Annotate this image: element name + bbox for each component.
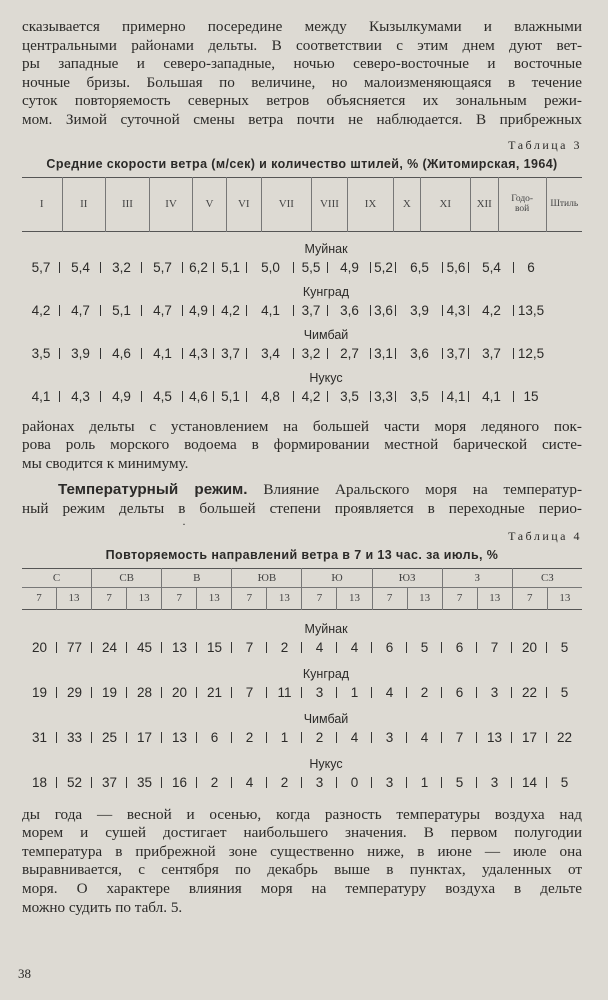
table4-cell: 52 [57, 775, 92, 790]
table3-cell: 5,1 [101, 303, 142, 318]
text-line: суток повторяемость северных ветров объясняется их зональным режи- [22, 92, 582, 110]
table4-hour-header: 7 [232, 587, 267, 609]
table4-direction-header: З [442, 568, 512, 587]
table4-cell: 11 [267, 685, 302, 700]
table4-cell: 6 [442, 685, 477, 700]
table4-cell: 29 [57, 685, 92, 700]
table4-direction-header: ЮВ [232, 568, 302, 587]
table3-cell: 12,5 [517, 345, 545, 361]
text-fragment: Влияние Аральского моря на температур- [247, 481, 583, 499]
table4-cell: 7 [232, 640, 267, 655]
table3-cell: 5,4 [60, 260, 101, 275]
table4-hour-header: 7 [512, 587, 547, 609]
table4-row [22, 775, 582, 790]
table4-cell: 7 [477, 640, 512, 655]
table4-hour-header: 13 [407, 587, 442, 609]
text-line: ды года — весной и осенью, когда разность температуры воздуха над [22, 805, 582, 823]
table3-cell: 4,2 [469, 303, 514, 318]
table3-station-name: Муйнак [304, 241, 348, 256]
table4-cell: 13 [162, 730, 197, 745]
text-line: температура в прибрежной зоне существенно ниже, в июне — июле она [22, 842, 582, 860]
table4-cell: 1 [267, 730, 302, 745]
table4-hour-header: 7 [372, 587, 407, 609]
table4-cell: 4 [337, 640, 372, 655]
table4-cell: 4 [232, 775, 267, 790]
table3-cell: 4,1 [247, 303, 294, 318]
table3-cell: 4,2 [22, 303, 60, 318]
table3-cell: 5,2 [371, 260, 396, 275]
table3-col-header: XII [470, 177, 498, 231]
table4-cell: 3 [477, 685, 512, 700]
table3-cell: 3,6 [396, 346, 443, 361]
table3-col-header: III [106, 177, 150, 231]
table4-hour-header: 7 [92, 587, 127, 609]
table4-cell: 6 [372, 640, 407, 655]
table4-cell: 20 [512, 640, 547, 655]
table4-cell: 0 [337, 775, 372, 790]
table4-cell: 22 [556, 729, 573, 745]
table4-cell: 2 [302, 730, 337, 745]
table4-hour-header: 13 [267, 587, 302, 609]
table4-cell: 28 [127, 685, 162, 700]
text-line: мом. Зимой суточной смены ветра почти не наблюдается. В прибрежных [22, 110, 582, 128]
table4-cell: 5 [560, 639, 569, 655]
table4-cell: 31 [22, 730, 57, 745]
table3-cell: 4,3 [443, 303, 469, 318]
text-line: районах дельты с установлением на большей части моря ледяного пок- [22, 417, 582, 435]
table4-cell: 37 [92, 775, 127, 790]
table4-cell: 5 [560, 684, 569, 700]
table4-cell: 4 [302, 640, 337, 655]
table4-station-name: Нукус [309, 756, 343, 771]
table4-hour-header: 13 [477, 587, 512, 609]
table3-cell: 4,1 [22, 389, 60, 404]
table4-cell: 20 [162, 685, 197, 700]
table3-cell: 3,7 [214, 346, 247, 361]
table4-direction-header: СВ [92, 568, 162, 587]
table4-cell: 5 [407, 640, 442, 655]
text-line: центральными районами дельты. В соответствии с этим днем дуют вет- [22, 36, 582, 54]
table4-cell: 6 [197, 730, 232, 745]
intro-paragraph [22, 18, 582, 130]
ending-paragraph [22, 806, 582, 918]
table3-col-header: VI [226, 177, 261, 231]
table3-cell: 3,6 [328, 303, 371, 318]
table4-cell: 5 [560, 774, 569, 790]
table4-cell: 5 [442, 775, 477, 790]
table3-body [22, 242, 582, 404]
table3-col-header: VIII [311, 177, 347, 231]
table3-cell: 3,7 [469, 346, 514, 361]
table3-header [22, 177, 582, 232]
table3-cell: 6 [527, 259, 535, 275]
table3-cell: 3,1 [371, 346, 396, 361]
table3-cell: 3,9 [60, 346, 101, 361]
table3-cell: 5,6 [443, 260, 469, 275]
table4-cell: 14 [512, 775, 547, 790]
table3-cell: 4,6 [183, 389, 214, 404]
table4-hour-header: 7 [442, 587, 477, 609]
table3-cell: 3,6 [371, 303, 396, 318]
table4-cell: 24 [92, 640, 127, 655]
table3-cell: 4,8 [247, 389, 294, 404]
table3-cell: 4,3 [183, 346, 214, 361]
table3-cell: 2,7 [328, 346, 371, 361]
table3-col-header: Годо- вой [498, 177, 546, 231]
table4-cell: 33 [57, 730, 92, 745]
table4-cell: 1 [407, 775, 442, 790]
table4-cell: 4 [372, 685, 407, 700]
table4-cell: 19 [22, 685, 57, 700]
table3-cell: 4,7 [60, 303, 101, 318]
table4-cell: 13 [477, 730, 512, 745]
table3-cell: 5,7 [142, 260, 183, 275]
table3-station-name: Кунград [302, 284, 350, 299]
table4-title: Повторяемость направлений ветра в 7 и 13 час. за июль, % [105, 547, 499, 562]
table3-row [22, 346, 582, 361]
table3-label: Таблица 3 [508, 137, 582, 152]
table3-cell: 3,4 [247, 346, 294, 361]
table3-title: Средние скорости ветра (м/сек) и количество штилей, % (Житомирская, 1964) [46, 156, 558, 171]
table4-hour-header: 7 [302, 587, 337, 609]
table3-cell: 3,5 [22, 346, 60, 361]
table3-cell: 5,7 [22, 260, 60, 275]
table4-cell: 17 [127, 730, 162, 745]
table4-cell: 7 [442, 730, 477, 745]
table4-cell: 15 [197, 640, 232, 655]
table3-cell: 3,7 [294, 303, 328, 318]
table3-cell: 4,9 [183, 303, 214, 318]
table3-cell: 4,2 [294, 389, 328, 404]
table3-cell: 4,2 [214, 303, 247, 318]
table3-cell: 4,1 [469, 389, 514, 404]
table3-col-header: II [62, 177, 106, 231]
table4-cell: 17 [512, 730, 547, 745]
table3-cell: 6,2 [183, 260, 214, 275]
table4-row [22, 640, 582, 655]
table3-cell: 3,5 [396, 389, 443, 404]
table4-cell: 35 [127, 775, 162, 790]
table4-cell: 4 [407, 730, 442, 745]
middle-paragraph [22, 418, 582, 474]
table4-cell: 18 [22, 775, 57, 790]
table4-cell: 77 [57, 640, 92, 655]
table4-cell: 25 [92, 730, 127, 745]
text-line: ный режим дельты в большей степени проявляется в переходные перио- [22, 499, 582, 517]
table4-cell: 3 [302, 685, 337, 700]
table3-cell: 3,7 [443, 346, 469, 361]
table4-direction-header: Ю [302, 568, 372, 587]
table4-row [22, 730, 582, 745]
table4-direction-header: В [162, 568, 232, 587]
table4-header [22, 568, 582, 610]
table3-col-header: I [39, 198, 44, 211]
table4-cell: 13 [162, 640, 197, 655]
table3-col-header: VII [261, 177, 311, 231]
table4-cell: 19 [92, 685, 127, 700]
table4-direction-header: ЮЗ [372, 568, 442, 587]
table3-cell: 15 [523, 388, 539, 404]
table3-cell: 5,0 [247, 260, 294, 275]
table3-cell: 4,9 [101, 389, 142, 404]
section-heading: Температурный режим. [58, 481, 248, 499]
table4-cell: 22 [512, 685, 547, 700]
table4-hour-header: 13 [56, 587, 91, 609]
table3-row [22, 303, 582, 318]
table4-cell: 4 [337, 730, 372, 745]
table3-cell: 13,5 [517, 302, 545, 318]
table4-cell: 3 [372, 730, 407, 745]
table3-station-name: Нукус [309, 370, 343, 385]
table3-cell: 3,2 [101, 260, 142, 275]
table4-cell: 2 [267, 640, 302, 655]
text-line: мы сводится к минимуму. [22, 454, 189, 472]
table4-station-name: Кунград [302, 666, 350, 681]
table4-hour-header: 13 [337, 587, 372, 609]
table4-hour-header: 13 [197, 587, 232, 609]
table4-label: Таблица 4 [508, 528, 582, 543]
table3-cell: 5,4 [469, 260, 514, 275]
table3-station-name: Чимбай [303, 327, 349, 342]
table3-cell: 3,3 [371, 389, 396, 404]
table4-body [22, 622, 582, 790]
table3-cell: 4,7 [142, 303, 183, 318]
text-line: моря. О характере влияния моря на температуру воздуха в дельте [22, 879, 582, 897]
temperature-paragraph [22, 481, 582, 518]
table3-cell: 4,1 [443, 389, 469, 404]
table4-cell: 2 [267, 775, 302, 790]
table4-station-name: Муйнак [304, 621, 348, 636]
table3-col-header: V [193, 177, 226, 231]
table4-cell: 6 [442, 640, 477, 655]
table4-cell: 2 [232, 730, 267, 745]
table3-cell: 6,5 [396, 260, 443, 275]
table4-cell: 7 [232, 685, 267, 700]
table4-row [22, 685, 582, 700]
text-line: сказывается примерно посередине между Кызылкумами и влажными [22, 18, 582, 35]
table4-hour-header: 7 [36, 592, 42, 605]
table4-cell: 21 [197, 685, 232, 700]
table4-cell: 45 [127, 640, 162, 655]
text-line: можно судить по табл. 5. [22, 898, 183, 916]
table3-row [22, 260, 582, 275]
table4-hour-header: 13 [547, 587, 582, 609]
table3-col-header: XI [420, 177, 470, 231]
text-line: ночные бризы. Большая по величине, но малоизменяющаяся в течение [22, 73, 582, 91]
table3-cell: 4,1 [142, 346, 183, 361]
table4-station-name: Чимбай [303, 711, 349, 726]
table3-col-header: IV [149, 177, 193, 231]
table4-cell: 3 [477, 775, 512, 790]
print-speck: · [182, 516, 186, 531]
table4-direction-header: С [22, 568, 92, 587]
text-line: рова роль морского водоема в формировании местной барической систе- [22, 436, 582, 454]
table3-col-header: Штиль [546, 177, 582, 231]
table3-cell: 5,1 [214, 260, 247, 275]
table4-cell: 3 [302, 775, 337, 790]
table3-cell: 4,5 [142, 389, 183, 404]
table3-col-header: X [393, 177, 420, 231]
table3-cell: 3,5 [328, 389, 371, 404]
table4-hour-header: 13 [127, 587, 162, 609]
table4-cell: 3 [372, 775, 407, 790]
table4-hour-header: 7 [162, 587, 197, 609]
text-line [22, 481, 582, 500]
page-number: 38 [18, 966, 31, 981]
text-line: ры западные и северо-западные, ночью северо-восточные и восточные [22, 55, 582, 73]
table4-cell: 20 [22, 640, 57, 655]
table3-cell: 5,1 [214, 389, 247, 404]
table4-direction-header: СЗ [512, 568, 582, 587]
text-line: выравнивается, с сентября по декабрь выше в пунктах, удаленных от [22, 861, 582, 879]
table4-cell: 2 [197, 775, 232, 790]
table3-cell: 3,2 [294, 346, 328, 361]
table3-row [22, 389, 582, 404]
table3-col-header: IX [348, 177, 394, 231]
table3-cell: 5,5 [294, 260, 328, 275]
text-line: морем и сушей достигает наибольшего значения. В первом полугодии [22, 824, 582, 842]
table4-cell: 16 [162, 775, 197, 790]
table3-cell: 3,9 [396, 303, 443, 318]
table4-cell: 1 [337, 685, 372, 700]
table3-cell: 4,6 [101, 346, 142, 361]
table4-cell: 2 [407, 685, 442, 700]
table3-cell: 4,3 [60, 389, 101, 404]
table3-cell: 4,9 [328, 260, 371, 275]
